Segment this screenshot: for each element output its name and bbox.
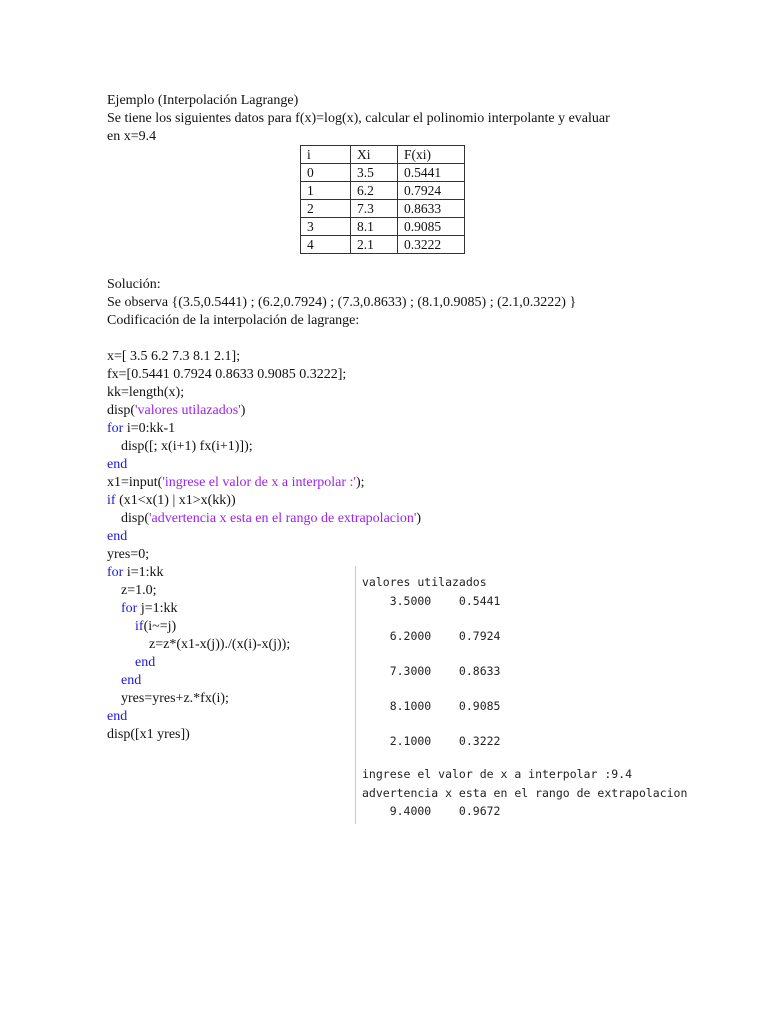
- code-line: end: [107, 529, 128, 544]
- cell-xi: 7.3: [351, 200, 398, 218]
- code-line: end: [121, 673, 142, 688]
- code-line: for j=1:kk: [121, 601, 178, 616]
- console-row: 8.1000 0.9085: [362, 699, 501, 713]
- console-result: 9.4000 0.9672: [362, 804, 501, 818]
- code-line: for i=0:kk-1: [107, 421, 176, 436]
- problem-statement-line1: Se tiene los siguientes datos para f(x)=log(x), calcular el polinomio interpolante y evaluar: [107, 111, 610, 126]
- data-table: [300, 145, 465, 254]
- console-row: 2.1000 0.3222: [362, 734, 501, 748]
- console-row: 3.5000 0.5441: [362, 594, 501, 608]
- code-line: yres=yres+z.*fx(i);: [107, 691, 229, 706]
- problem-statement-line2: en x=9.4: [107, 129, 157, 144]
- code-line: kk=length(x);: [107, 385, 185, 400]
- code-line: end: [107, 457, 128, 472]
- console-prompt: ingrese el valor de x a interpolar :9.4: [362, 767, 633, 781]
- cell-i: 2: [301, 200, 351, 218]
- code-line: z=z*(x1-x(j))./(x(i)-x(j));: [107, 637, 291, 652]
- cell-fxi: 0.9085: [398, 218, 465, 236]
- console-row: 6.2000 0.7924: [362, 629, 501, 643]
- code-line: disp('valores utilazados'): [107, 403, 246, 418]
- code-line: for i=1:kk: [107, 565, 164, 580]
- table-row: [301, 164, 465, 182]
- cell-xi: 8.1: [351, 218, 398, 236]
- cell-i: 0: [301, 164, 351, 182]
- table-row: [301, 182, 465, 200]
- code-line: end: [135, 655, 156, 670]
- table-row: [301, 218, 465, 236]
- console-warning: advertencia x esta en el rango de extrapolacion: [362, 786, 688, 800]
- cell-fxi: 0.5441: [398, 164, 465, 182]
- cell-xi: 6.2: [351, 182, 398, 200]
- code-line: end: [107, 709, 128, 724]
- cell-xi: 2.1: [351, 236, 398, 254]
- code-line: x=[ 3.5 6.2 7.3 8.1 2.1];: [107, 349, 241, 364]
- cell-fxi: 0.7924: [398, 182, 465, 200]
- code-line: disp([x1 yres]): [107, 727, 190, 742]
- console-row: 7.3000 0.8633: [362, 664, 501, 678]
- solution-coding-heading: Codificación de la interpolación de lagrange:: [107, 313, 360, 328]
- console-output: [355, 566, 736, 824]
- code-line: fx=[0.5441 0.7924 0.8633 0.9085 0.3222];: [107, 367, 347, 382]
- solution-observation: Se observa {(3.5,0.5441) ; (6.2,0.7924) ; (7.3,0.8633) ; (8.1,0.9085) ; (2.1,0.3222) }: [107, 295, 577, 310]
- cell-fxi: 0.8633: [398, 200, 465, 218]
- header-fxi: F(xi): [398, 146, 465, 164]
- cell-fxi: 0.3222: [398, 236, 465, 254]
- table-row: [301, 200, 465, 218]
- code-line: z=1.0;: [107, 583, 157, 598]
- code-line: x1=input('ingrese el valor de x a interpolar :');: [107, 475, 365, 490]
- cell-i: 1: [301, 182, 351, 200]
- code-line: if (x1<x(1) | x1>x(kk)): [107, 493, 236, 508]
- code-line: if(i~=j): [135, 619, 177, 634]
- code-line: disp('advertencia x esta en el rango de extrapolacion'): [107, 511, 422, 526]
- cell-i: 3: [301, 218, 351, 236]
- cell-xi: 3.5: [351, 164, 398, 182]
- cell-i: 4: [301, 236, 351, 254]
- code-line: disp([; x(i+1) fx(i+1)]);: [107, 439, 253, 454]
- solution-heading: Solución:: [107, 277, 161, 292]
- code-line: yres=0;: [107, 547, 150, 562]
- table-header-row: [301, 146, 465, 164]
- example-title: Ejemplo (Interpolación Lagrange): [107, 93, 299, 108]
- header-i: i: [301, 146, 351, 164]
- header-xi: Xi: [351, 146, 398, 164]
- console-header: valores utilazados: [362, 575, 487, 589]
- table-row: [301, 236, 465, 254]
